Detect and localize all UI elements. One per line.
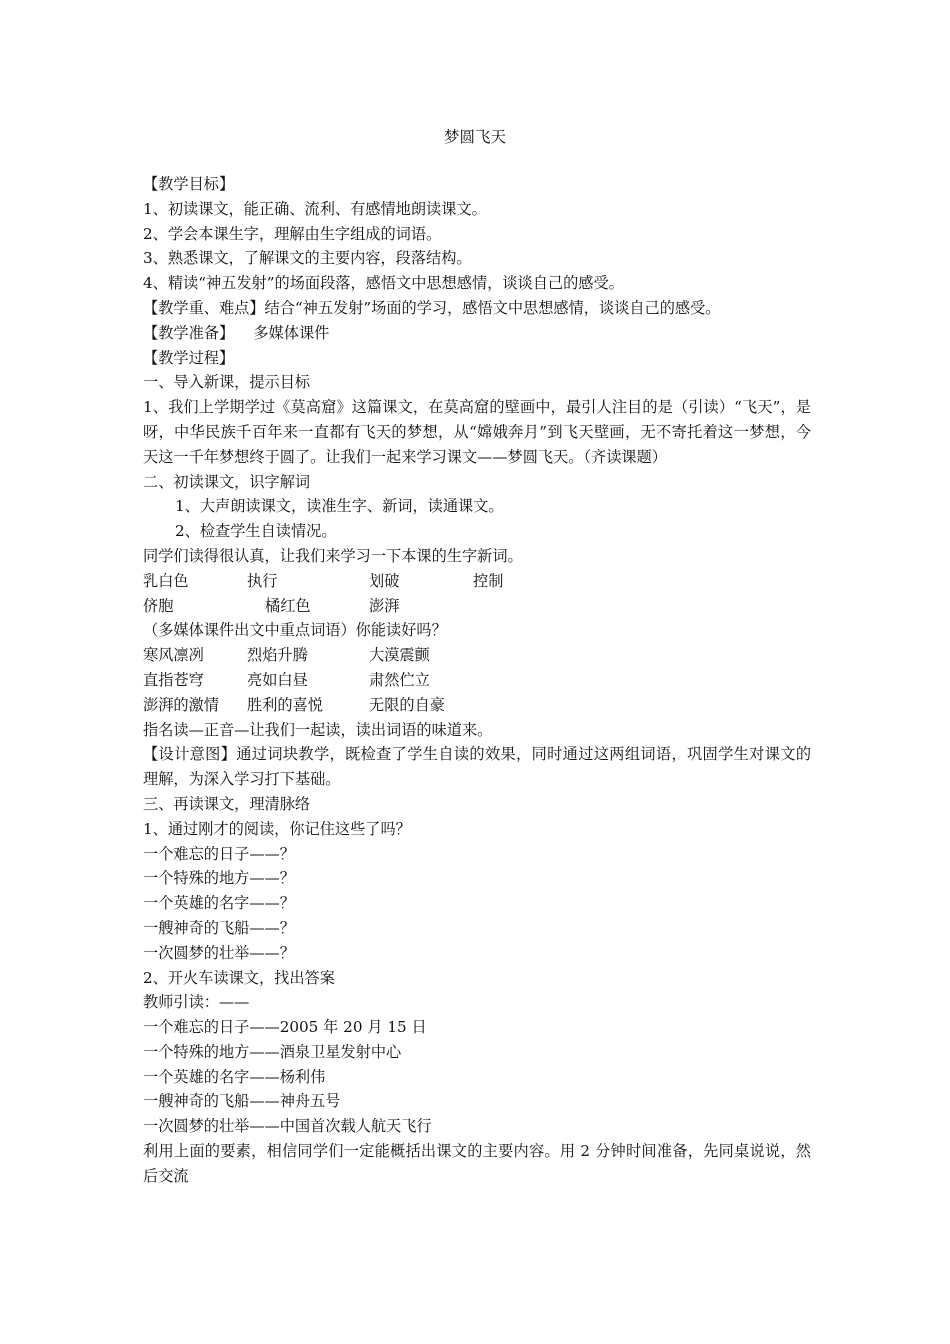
summary-instruction: 利用上面的要素，相信同学们一定能概括出课文的主要内容。用 2 分钟时间准备，先同桌说说，然后交流 [143, 1142, 811, 1185]
intro-paragraph: 1、我们上学期学过《莫高窟》这篇课文，在莫高窟的壁画中，最引人注目的是（引读）“飞天”，是呀，中华民族千百年来一直都有飞天的梦想，从“嫦娥奔月”到飞天壁画，无不寄托着这一梦想，今天这一千年梦想终于圆了。让我们一起来学习课文——梦圆飞天。（齐读课题） [143, 398, 811, 466]
word: 直指苍穹 [143, 670, 204, 689]
find-answers-step: 2、开火车读课文，找出答案 [143, 968, 335, 987]
document-body [143, 172, 811, 1189]
word: 澎湃 [369, 596, 400, 615]
goal-item-3: 3、熟悉课文，了解课文的主要内容，段落结构。 [143, 249, 472, 268]
word: 亮如白昼 [247, 670, 308, 689]
word: 寒风凛冽 [143, 646, 204, 665]
goal-item-4: 4、精读“神五发射”的场面段落，感悟文中思想感情，谈谈自己的感受。 [143, 274, 624, 293]
section-3-heading: 三、再读课文，理清脉络 [143, 794, 311, 813]
word: 无限的自豪 [369, 695, 445, 714]
word: 肃然伫立 [369, 670, 430, 689]
answer-date: 一个难忘的日子——2005 年 20 月 15 日 [143, 1018, 427, 1037]
heading-teaching-goals: 【教学目标】 [143, 175, 235, 193]
recall-question: 1、通过刚才的阅读，你记住这些了吗？ [143, 819, 411, 838]
word: 侪胞 [143, 596, 174, 615]
word: 乳白色 [143, 571, 189, 590]
word: 橘红色 [265, 596, 311, 615]
word-row-5 [143, 693, 811, 718]
teacher-lead-reading: 教师引读：—— [143, 993, 250, 1012]
word: 烈焰升腾 [247, 646, 308, 665]
word: 执行 [247, 571, 278, 590]
word: 澎湃的激情 [143, 695, 219, 714]
answer-feat: 一次圆梦的壮举——中国首次载人航天飞行 [143, 1117, 432, 1136]
step-read-aloud: 1、大声朗读课文，读准生字、新词，读通课文。 [175, 497, 504, 516]
design-intent: 【设计意图】通过词块教学，既检查了学生自读的效果，同时通过这两组词语，巩固学生对课文的理解，为深入学习打下基础。 [143, 745, 811, 789]
key-difficult-points: 【教学重、难点】结合“神五发射”场面的学习，感悟文中思想感情，谈谈自己的感受。 [143, 298, 721, 317]
question-place: 一个特殊的地方——？ [143, 869, 295, 888]
goal-item-1: 1、初读课文，能正确、流利、有感情地朗读课文。 [143, 199, 487, 218]
heading-teaching-process: 【教学过程】 [143, 348, 235, 367]
word-row-3 [143, 643, 811, 668]
word: 胜利的喜悦 [247, 695, 323, 714]
step-check-reading: 2、检查学生自读情况。 [175, 522, 337, 541]
section-1-heading: 一、导入新课，提示目标 [143, 373, 311, 392]
answer-spaceship: 一艘神奇的飞船——神舟五号 [143, 1092, 341, 1111]
word-row-4 [143, 668, 811, 693]
word: 划破 [369, 571, 400, 590]
question-date: 一个难忘的日子——？ [143, 844, 295, 863]
question-hero: 一个英雄的名字——？ [143, 894, 295, 913]
word: 控制 [473, 571, 504, 590]
word-row-2 [143, 594, 811, 619]
teaching-preparation: 【教学准备】 多媒体课件 [143, 323, 330, 342]
question-feat: 一次圆梦的壮举——？ [143, 943, 295, 962]
goal-item-2: 2、学会本课生字，理解由生字组成的词语。 [143, 224, 442, 243]
question-spaceship: 一艘神奇的飞船——？ [143, 918, 295, 937]
answer-hero: 一个英雄的名字——杨利伟 [143, 1067, 326, 1086]
section-2-heading: 二、初读课文，识字解词 [143, 472, 311, 491]
document-title: 梦圆飞天 [443, 128, 506, 146]
new-words-intro: 同学们读得很认真，让我们来学习一下本课的生字新词。 [143, 546, 523, 565]
key-words-prompt: （多媒体课件出文中重点词语）你能读好吗？ [143, 621, 447, 640]
reading-instruction: 指名读—正音—让我们一起读，读出词语的味道来。 [143, 720, 493, 739]
answer-place: 一个特殊的地方——酒泉卫星发射中心 [143, 1042, 402, 1061]
word: 大漠震颤 [369, 646, 430, 665]
word-row-1 [143, 569, 811, 594]
